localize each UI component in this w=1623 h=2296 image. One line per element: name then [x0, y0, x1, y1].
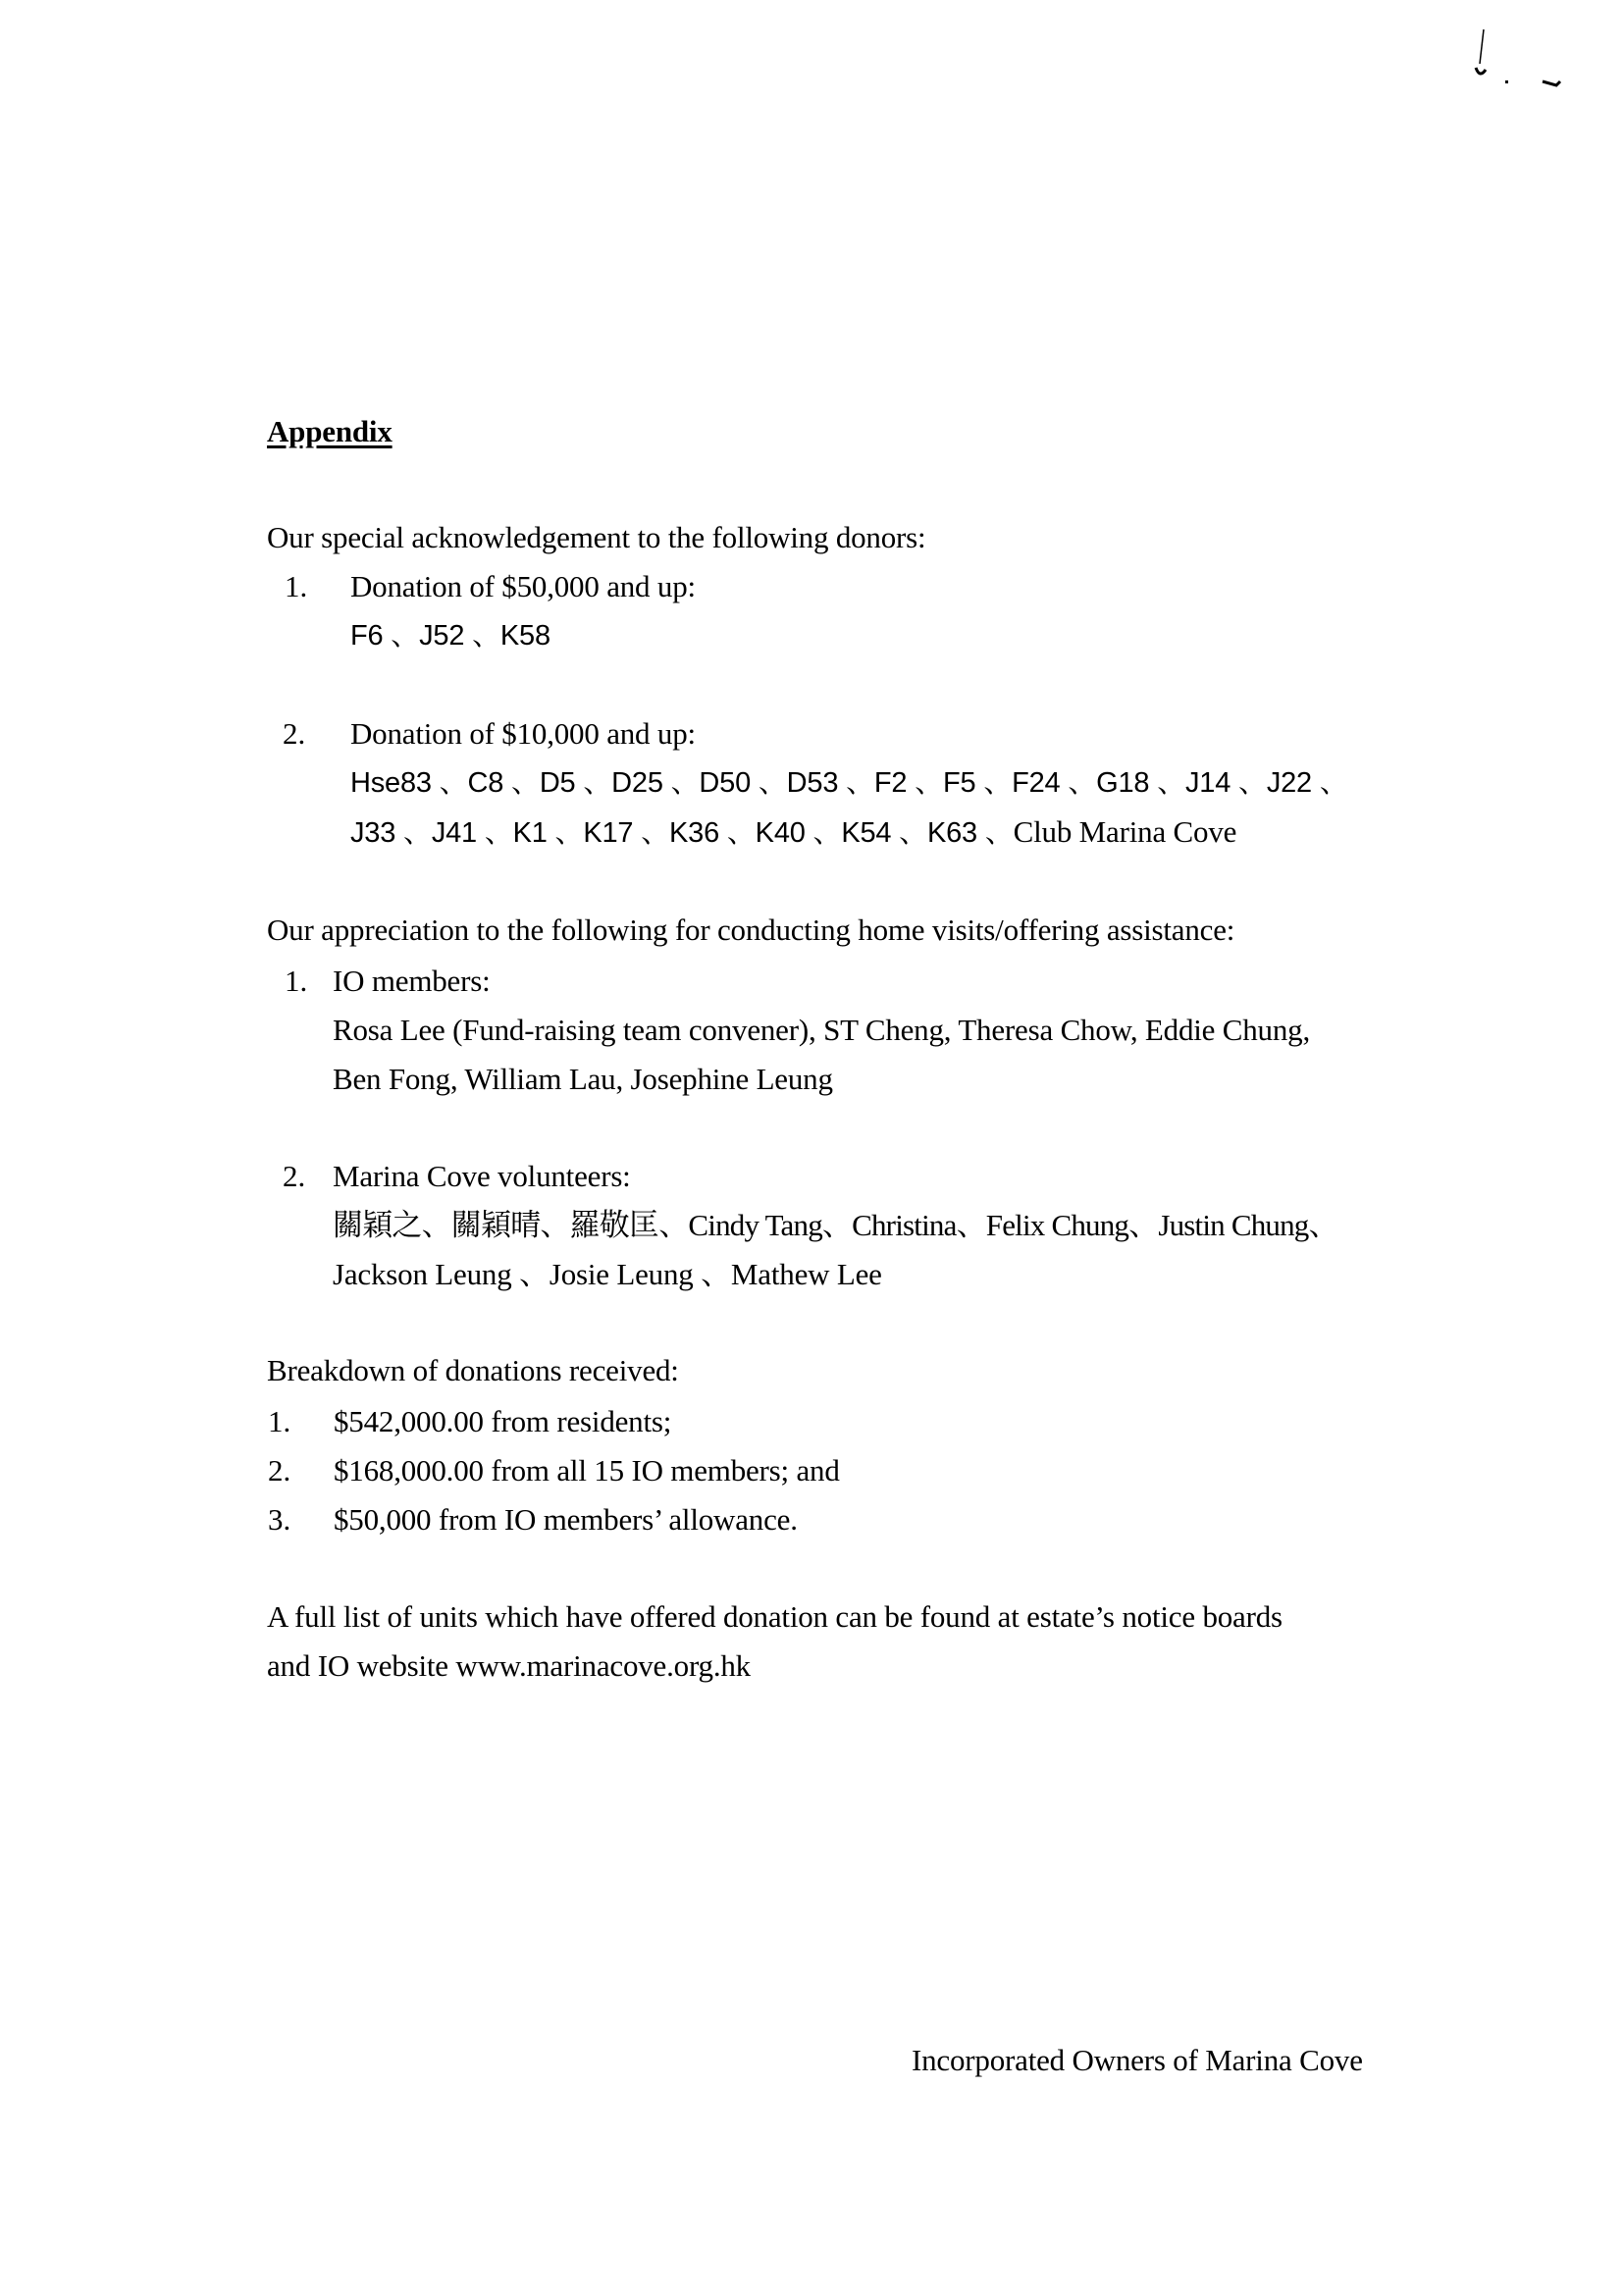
group-members: Rosa Lee (Fund-raising team convener), ST Cheng, Theresa Chow, Eddie Chung,	[333, 1013, 1311, 1047]
group-members: Ben Fong, William Lau, Josephine Leung	[333, 1062, 833, 1096]
breakdown-item: $168,000.00 from all 15 IO members; and	[334, 1453, 840, 1487]
donor-units: J33 、J41 、K1 、K17 、K36 、K40 、K54 、K63 、	[350, 817, 1014, 849]
list-number: 1.	[285, 569, 308, 603]
donor-units: F6 、J52 、K58	[350, 620, 550, 652]
closing-text: A full list of units which have offered donation can be found at estate’s notice boards	[267, 1599, 1283, 1634]
signature: Incorporated Owners of Marina Cove	[912, 2043, 1363, 2077]
handwritten-mark	[1462, 25, 1599, 103]
list-number: 2.	[268, 1453, 291, 1487]
donor-club: Club Marina Cove	[1013, 814, 1237, 849]
list-number: 2.	[283, 1159, 306, 1193]
breakdown-item: $542,000.00 from residents;	[334, 1404, 672, 1438]
group-members: 關穎之、關穎晴、羅敬匡、Cindy Tang、Christina、Felix Chung、Justin Chung、	[333, 1208, 1338, 1242]
donor-units: Hse83 、C8 、D5 、D25 、D50 、D53 、F2 、F5 、F24 、G18 、J14 、J22 、	[350, 767, 1348, 799]
list-number: 3.	[268, 1502, 291, 1537]
group-label: IO members:	[333, 964, 491, 998]
list-number: 1.	[285, 964, 308, 998]
list-number: 2.	[283, 716, 306, 751]
group-members: Jackson Leung 、Josie Leung 、Mathew Lee	[333, 1257, 882, 1291]
list-number: 1.	[268, 1404, 291, 1438]
group-label: Marina Cove volunteers:	[333, 1159, 631, 1193]
closing-text-website: and IO website www.marinacove.org.hk	[267, 1648, 751, 1683]
donor-tier-label: Donation of $50,000 and up:	[350, 569, 696, 603]
donors-intro: Our special acknowledgement to the following donors:	[267, 520, 926, 554]
breakdown-intro: Breakdown of donations received:	[267, 1353, 679, 1387]
donor-tier-label: Donation of $10,000 and up:	[350, 716, 696, 751]
breakdown-item: $50,000 from IO members’ allowance.	[334, 1502, 798, 1537]
page-title: Appendix	[267, 414, 393, 448]
appreciation-intro: Our appreciation to the following for conducting home visits/offering assistance:	[267, 913, 1235, 947]
donor-units-line	[350, 814, 1236, 851]
